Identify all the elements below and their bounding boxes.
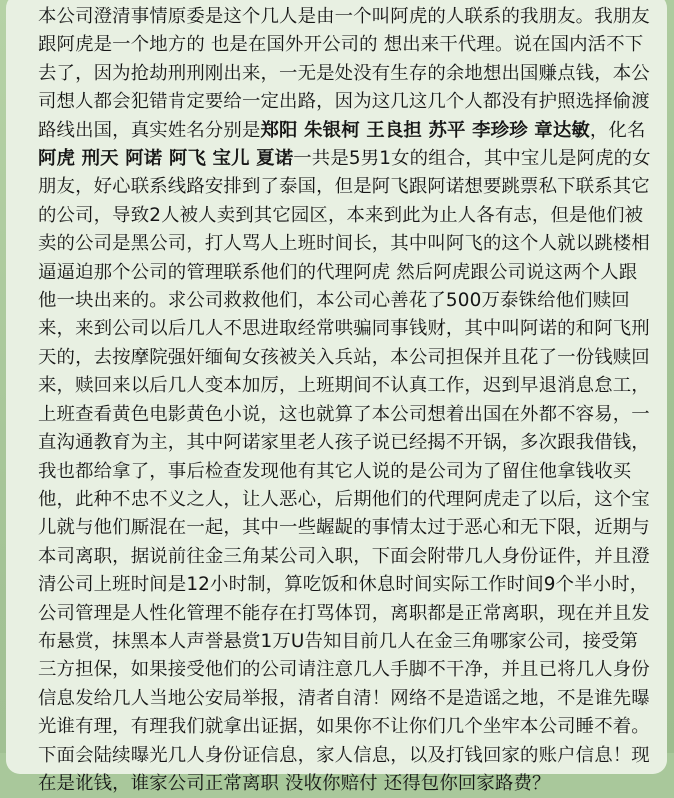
message-text: [38, 3, 654, 798]
message-part-2: ，化名: [589, 119, 646, 141]
message-part-3: 一共是5男1女的组合，其中宝儿是阿虎的女朋友，好心联系线路安排到了泰国，但是阿飞跟阿诺想要跳票私下联系其它的公司，导致2人被人卖到其它园区，本来到此为止人各有志，但是他们被卖的公司是黑公司，打人骂人上班时间长，其中叫阿飞的这个人就以跳楼相逼逼迫那个公司的管理联系他们的代理阿虎 然后阿虎跟公司说这两个人跟他一块出来的。求公司救救他们，本公司心善花了500万泰铢给他们赎回来，来到公司以后几人不思进取经常哄骗同事钱财，其中叫阿诺的和阿飞刑天的，去按摩院强奸缅甸女孩被关入兵站，本公司担保并且花了一份钱赎回来，赎回来以后几人变本加厉，上班期间不认真工作，迟到早退消息怠工，上班查看黄色电影黄色小说，这也就算了本公司想着出国在外都不容易，一直沟通教育为主，其中阿诺家里老人孩子说已经揭不开锅，多次跟我借钱，我也都给拿了，事后检查发现他有其它人说的是公司为了留住他拿钱收买他，此种不忠不义之人，让人恶心，后期他们的代理阿虎走了以后，这个宝儿就与他们厮混在一起，其中一些龌龊的事情太过于恶心和无下限，近期与本司离职，据说前往金三角某公司入职，下面会附带几人身份证件，并且澄清公司上班时间是12小时制，算吃饭和休息时间实际工作时间9个半小时，公司管理是人性化管理不能存在打骂体罚，离职都是正常离职，现在并且发布悬赏，抹黑本人声誉悬赏1万U告知目前几人在金三角哪家公司，接受第三方担保，如果接受他们的公司请注意几人手脚不干净，并且已将几人身份信息发给几人当地公安局举报，清者自清！网络不是造谣之地，不是谁先曝光谁有理，有理我们就拿出证据，如果你不让你们几个坐牢本公司睡不着。下面会陆续曝光几人身份证信息，家人信息，以及打钱回家的账户信息！现在是讹钱，谁家公司正常离职 没收你赔付 还得包你回家路费？: [38, 148, 651, 794]
alias-names: 阿虎 刑天 阿诺 阿飞 宝儿 夏诺: [38, 148, 294, 170]
real-names: 郑阳 朱银柯 王良担 苏平 李珍珍 章达敏: [260, 119, 590, 141]
message-bubble: [6, 0, 667, 794]
message-part-1: 本公司澄清事情原委是这个几人是由一个叫阿虎的人联系的我朋友。我朋友跟阿虎是一个地方的 也是在国外开公司的 想出来干代理。说在国内活不下去了，因为抢劫刑刑刚出来，一无是处没有生存的余地想出国赚点钱，本公司想人都会犯错肯定要给一定出路，因为这几这几个人都没有护照选择偷渡路线出国，真实姓名分别是: [38, 6, 650, 141]
